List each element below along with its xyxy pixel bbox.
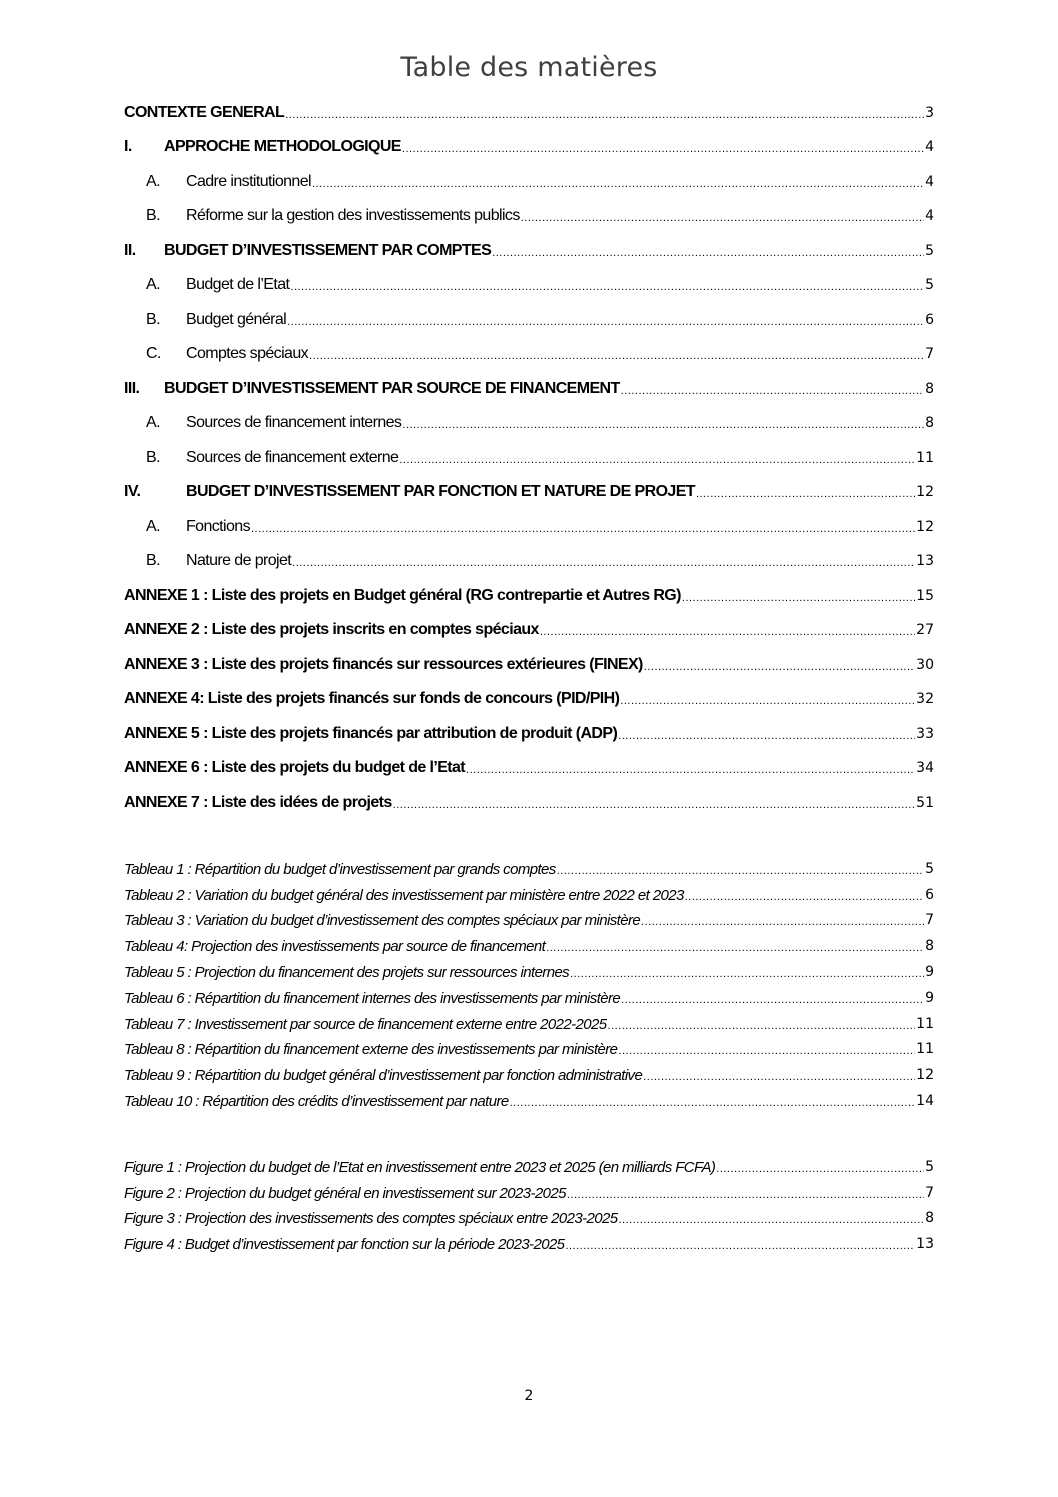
- entry-title: ANNEXE 7 : Liste des idées de projets: [124, 793, 392, 811]
- entry-page-number: 13: [916, 1236, 934, 1253]
- entry-title: APPROCHE METHODOLOGIQUE: [164, 138, 401, 155]
- toc-entry[interactable]: [124, 87, 934, 122]
- table-of-contents: [124, 87, 934, 812]
- toc-entry[interactable]: [124, 191, 934, 226]
- dot-leader: [619, 1214, 925, 1227]
- dot-leader: [618, 1045, 915, 1058]
- page-title: Table des matières: [400, 52, 658, 83]
- entry-page-number: 4: [925, 173, 934, 190]
- entry-title: Tableau 2 : Variation du budget général des investissement par ministère entre 2022 et 2023: [124, 886, 684, 904]
- dot-leader: [540, 626, 915, 639]
- toc-entry-number: B.: [146, 207, 160, 224]
- toc-entry[interactable]: [124, 501, 934, 536]
- dot-leader: [570, 968, 924, 981]
- toc-entry[interactable]: [124, 398, 934, 433]
- toc-entry-number: III.: [124, 379, 140, 397]
- entry-title: Figure 1 : Projection du budget de l’Etat en investissement entre 2023 et 2025 (en milliards FCFA): [124, 1158, 716, 1176]
- entry-title: ANNEXE 2 : Liste des projets inscrits en comptes spéciaux: [124, 621, 539, 638]
- entry-page-number: 32: [916, 691, 934, 707]
- dot-leader: [546, 942, 924, 955]
- dot-leader: [685, 891, 924, 904]
- entry-page-number: 8: [925, 938, 934, 955]
- toc-entry[interactable]: [124, 122, 934, 157]
- entry-page-number: 7: [925, 346, 934, 362]
- table-entry[interactable]: [124, 929, 934, 955]
- dot-leader: [618, 730, 915, 743]
- entry-title: ANNEXE 5 : Liste des projets financés par attribution de produit (ADP): [124, 724, 618, 742]
- entry-page-number: 13: [916, 553, 934, 569]
- dot-leader: [682, 592, 915, 605]
- dot-leader: [641, 916, 924, 929]
- figure-entry[interactable]: [124, 1176, 934, 1202]
- entry-title: CONTEXTE GENERAL: [124, 103, 285, 121]
- toc-entry[interactable]: [124, 156, 934, 191]
- entry-title: Nature de projet: [186, 552, 292, 569]
- dot-leader: [521, 212, 924, 225]
- toc-entry[interactable]: [124, 467, 934, 502]
- toc-entry[interactable]: [124, 570, 934, 605]
- entry-title: Tableau 8 : Répartition du financement externe des investissements par ministère: [124, 1041, 618, 1059]
- entry-title: Cadre institutionnel: [186, 172, 311, 190]
- entry-page-number: 6: [925, 886, 934, 903]
- toc-entry[interactable]: [124, 260, 934, 295]
- dot-leader: [402, 419, 924, 432]
- toc-entry[interactable]: [124, 432, 934, 467]
- entry-page-number: 27: [916, 622, 934, 638]
- entry-page-number: 14: [916, 1092, 934, 1109]
- entry-title: Tableau 7 : Investissement par source de financement externe entre 2022-2025: [124, 1015, 607, 1033]
- table-entry[interactable]: [124, 981, 934, 1007]
- dot-leader: [696, 488, 915, 501]
- entry-title: ANNEXE 1 : Liste des projets en Budget général (RG contrepartie et Autres RG): [124, 586, 681, 604]
- entry-page-number: 5: [925, 1158, 934, 1175]
- dot-leader: [608, 1020, 916, 1033]
- entry-title: Tableau 10 : Répartition des crédits d’investissement par nature: [124, 1092, 509, 1110]
- entry-page-number: 3: [925, 104, 934, 121]
- entry-page-number: 4: [925, 139, 934, 155]
- table-entry[interactable]: [124, 955, 934, 981]
- figure-entry[interactable]: [124, 1202, 934, 1228]
- dot-leader: [565, 1240, 915, 1253]
- entry-page-number: 4: [925, 208, 934, 224]
- table-entry[interactable]: [124, 1084, 934, 1110]
- toc-entry-number: B.: [146, 310, 160, 328]
- entry-title: Comptes spéciaux: [186, 345, 309, 362]
- dot-leader: [644, 661, 915, 674]
- entry-title: ANNEXE 3 : Liste des projets financés sur ressources extérieures (FINEX): [124, 655, 643, 673]
- toc-entry-number: B.: [146, 448, 160, 466]
- entry-title: Figure 2 : Projection du budget général en investissement sur 2023-2025: [124, 1184, 566, 1202]
- table-entry[interactable]: [124, 852, 934, 878]
- entry-page-number: 34: [916, 760, 934, 776]
- dot-leader: [399, 454, 915, 467]
- toc-entry[interactable]: [124, 329, 934, 364]
- entry-title: Tableau 9 : Répartition du budget général d’investissement par fonction administrative: [124, 1067, 643, 1085]
- dot-leader: [287, 316, 924, 329]
- toc-entry-number: IV.: [124, 483, 141, 500]
- entry-page-number: 12: [916, 518, 934, 535]
- entry-title: Tableau 6 : Répartition du financement internes des investissements par ministère: [124, 989, 621, 1007]
- figure-entry[interactable]: [124, 1150, 934, 1176]
- entry-page-number: 8: [925, 1210, 934, 1227]
- entry-page-number: 8: [925, 415, 934, 431]
- entry-page-number: 8: [925, 380, 934, 397]
- toc-entry-number: I.: [124, 138, 132, 155]
- dot-leader: [393, 799, 916, 812]
- toc-entry[interactable]: [124, 225, 934, 260]
- toc-entry-number: II.: [124, 241, 136, 259]
- dot-leader: [567, 1189, 924, 1202]
- entry-title: Tableau 1 : Répartition du budget d’investissement par grands comptes: [124, 860, 556, 878]
- dot-leader: [620, 695, 915, 708]
- dot-leader: [621, 994, 924, 1007]
- dot-leader: [716, 1163, 924, 1176]
- entry-title: BUDGET D’INVESTISSEMENT PAR SOURCE DE FINANCEMENT: [164, 379, 620, 397]
- entry-title: Figure 3 : Projection des investissements des comptes spéciaux entre 2023-2025: [124, 1210, 618, 1228]
- toc-entry[interactable]: [124, 294, 934, 329]
- entry-title: Budget général: [186, 310, 287, 328]
- entry-title: Sources de financement internes: [186, 414, 402, 431]
- entry-title: Réforme sur la gestion des investissements publics: [186, 207, 520, 224]
- entry-page-number: 7: [925, 1184, 934, 1201]
- entry-title: Sources de financement externe: [186, 448, 399, 466]
- entry-page-number: 11: [916, 1015, 934, 1032]
- toc-entry[interactable]: [124, 708, 934, 743]
- entry-page-number: 5: [925, 242, 934, 259]
- entry-page-number: 11: [916, 449, 934, 466]
- dot-leader: [621, 385, 924, 398]
- toc-entry-number: A.: [146, 517, 160, 535]
- toc-entry-number: B.: [146, 552, 160, 569]
- toc-entry[interactable]: [124, 639, 934, 674]
- entry-page-number: 12: [916, 484, 934, 500]
- table-entry[interactable]: [124, 1033, 934, 1059]
- entry-page-number: 11: [916, 1041, 934, 1058]
- toc-entry-number: A.: [146, 172, 160, 190]
- dot-leader: [290, 281, 924, 294]
- entry-title: Budget de l’Etat: [186, 276, 290, 293]
- dot-leader: [309, 350, 924, 363]
- dot-leader: [466, 764, 915, 777]
- entry-page-number: 9: [925, 989, 934, 1006]
- entry-page-number: 12: [916, 1067, 934, 1084]
- entry-page-number: 6: [925, 311, 934, 328]
- toc-entry[interactable]: [124, 777, 934, 812]
- dot-leader: [402, 143, 924, 156]
- dot-leader: [312, 178, 924, 191]
- page-number: 2: [524, 1388, 534, 1404]
- entry-title: BUDGET D’INVESTISSEMENT PAR FONCTION ET NATURE DE PROJET: [186, 483, 695, 500]
- table-entry[interactable]: [124, 1007, 934, 1033]
- entry-title: Fonctions: [186, 517, 250, 535]
- entry-page-number: 5: [925, 860, 934, 877]
- entry-title: Tableau 5 : Projection du financement des projets sur ressources internes: [124, 963, 570, 981]
- list-of-tables: [124, 852, 934, 1110]
- toc-entry[interactable]: [124, 536, 934, 571]
- dot-leader: [643, 1071, 915, 1084]
- dot-leader: [292, 557, 915, 570]
- entry-title: ANNEXE 6 : Liste des projets du budget de l’Etat: [124, 759, 466, 776]
- dot-leader: [557, 865, 924, 878]
- entry-page-number: 51: [916, 794, 934, 811]
- toc-entry[interactable]: [124, 743, 934, 778]
- entry-page-number: 5: [925, 277, 934, 293]
- entry-page-number: 30: [916, 656, 934, 673]
- figure-entry[interactable]: [124, 1227, 934, 1253]
- toc-entry-number: A.: [146, 414, 160, 431]
- dot-leader: [251, 523, 915, 536]
- entry-page-number: 15: [916, 587, 934, 604]
- dot-leader: [285, 109, 924, 122]
- entry-page-number: 7: [925, 912, 934, 929]
- table-entry[interactable]: [124, 878, 934, 904]
- entry-title: Tableau 3 : Variation du budget d’investissement des comptes spéciaux par ministère: [124, 912, 641, 930]
- toc-entry[interactable]: [124, 605, 934, 640]
- toc-entry-number: C.: [146, 345, 161, 362]
- entry-page-number: 33: [916, 725, 934, 742]
- entry-page-number: 9: [925, 963, 934, 980]
- entry-title: Figure 4 : Budget d’investissement par fonction sur la période 2023-2025: [124, 1236, 565, 1254]
- entry-title: ANNEXE 4: Liste des projets financés sur fonds de concours (PID/PIH): [124, 690, 620, 707]
- toc-entry[interactable]: [124, 363, 934, 398]
- dot-leader: [492, 247, 924, 260]
- toc-entry-number: A.: [146, 276, 160, 293]
- table-entry[interactable]: [124, 1058, 934, 1084]
- dot-leader: [510, 1097, 916, 1110]
- entry-title: BUDGET D’INVESTISSEMENT PAR COMPTES: [164, 241, 492, 259]
- entry-title: Tableau 4: Projection des investissements par source de financement: [124, 938, 546, 956]
- list-of-figures: [124, 1150, 934, 1253]
- table-entry[interactable]: [124, 904, 934, 930]
- toc-entry[interactable]: [124, 674, 934, 709]
